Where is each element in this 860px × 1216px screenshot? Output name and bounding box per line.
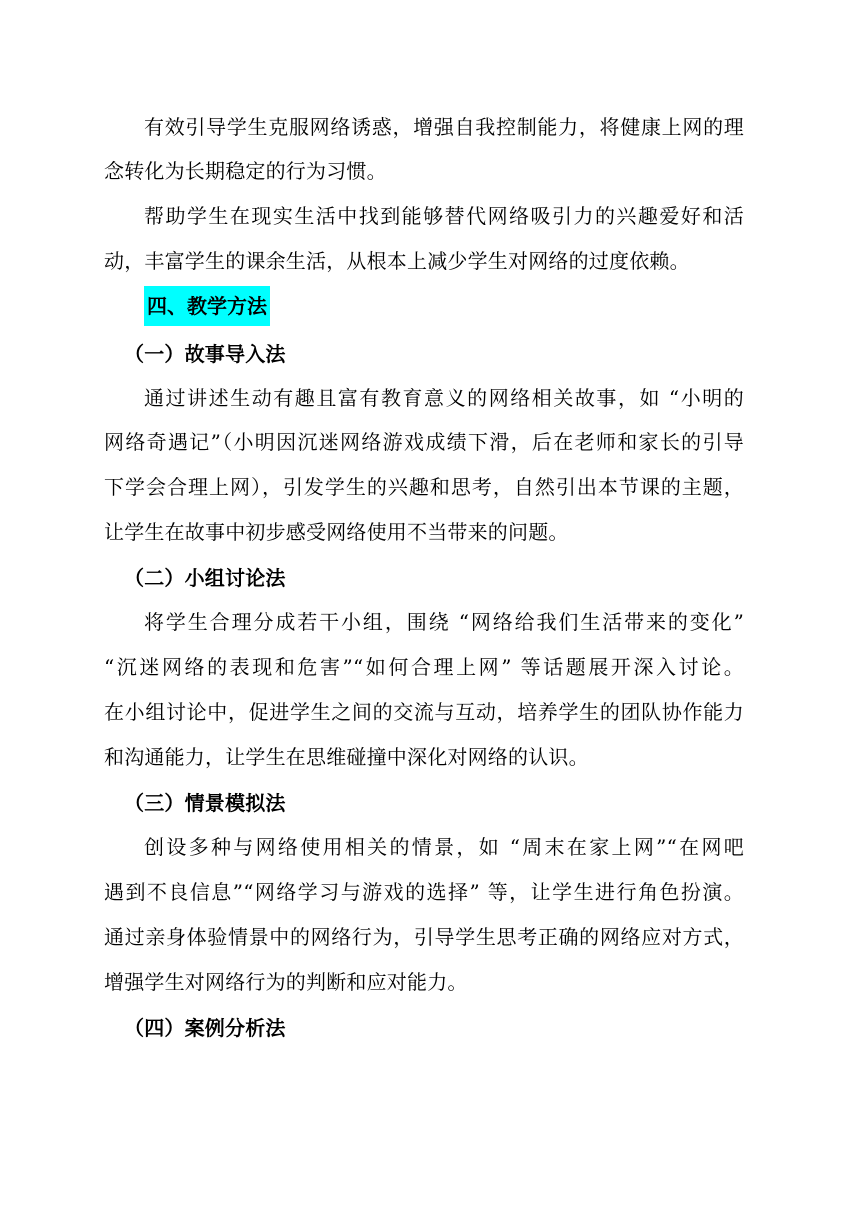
method-title: （一）故事导入法 <box>124 342 286 366</box>
paragraph-line: 让学生在故事中初步感受网络使用不当带来的问题。 <box>104 520 569 544</box>
paragraph-line: “沉迷网络的表现和危害”“如何合理上网” 等话题展开深入讨论。 <box>104 655 744 679</box>
paragraph-line: 下学会合理上网），引发学生的兴趣和思考，自然引出本节课的主题， <box>104 475 744 499</box>
paragraph-line: 网络奇遇记”（小明因沉迷网络游戏成绩下滑，后在老师和家长的引导 <box>104 430 744 454</box>
method-title: （二）小组讨论法 <box>124 566 286 590</box>
paragraph-line: 增强学生对网络行为的判断和应对能力。 <box>104 970 468 994</box>
paragraph-line: 通过亲身体验情景中的网络行为，引导学生思考正确的网络应对方式， <box>104 925 744 949</box>
paragraph-line: 和沟通能力，让学生在思维碰撞中深化对网络的认识。 <box>104 745 589 769</box>
paragraph-line: 帮助学生在现实生活中找到能够替代网络吸引力的兴趣爱好和活 <box>144 204 744 228</box>
paragraph-line: 将学生合理分成若干小组，围绕 “网络给我们生活带来的变化” <box>144 610 744 634</box>
paragraph-line: 通过讲述生动有趣且富有教育意义的网络相关故事，如 “小明的 <box>144 386 744 410</box>
paragraph-line: 遇到不良信息”“网络学习与游戏的选择” 等，让学生进行角色扮演。 <box>104 880 744 904</box>
paragraph-line: 念转化为长期稳定的行为习惯。 <box>104 159 387 183</box>
paragraph-line: 有效引导学生克服网络诱惑，增强自我控制能力，将健康上网的理 <box>144 115 744 139</box>
section-heading: 四、教学方法 <box>144 286 270 326</box>
paragraph-line: 动，丰富学生的课余生活，从根本上减少学生对网络的过度依赖。 <box>104 249 690 273</box>
method-title: （三）情景模拟法 <box>124 791 286 815</box>
method-title: （四）案例分析法 <box>124 1016 286 1040</box>
paragraph-line: 创设多种与网络使用相关的情景，如 “周末在家上网”“在网吧 <box>144 835 744 859</box>
paragraph-line: 在小组讨论中，促进学生之间的交流与互动，培养学生的团队协作能力 <box>104 700 744 724</box>
